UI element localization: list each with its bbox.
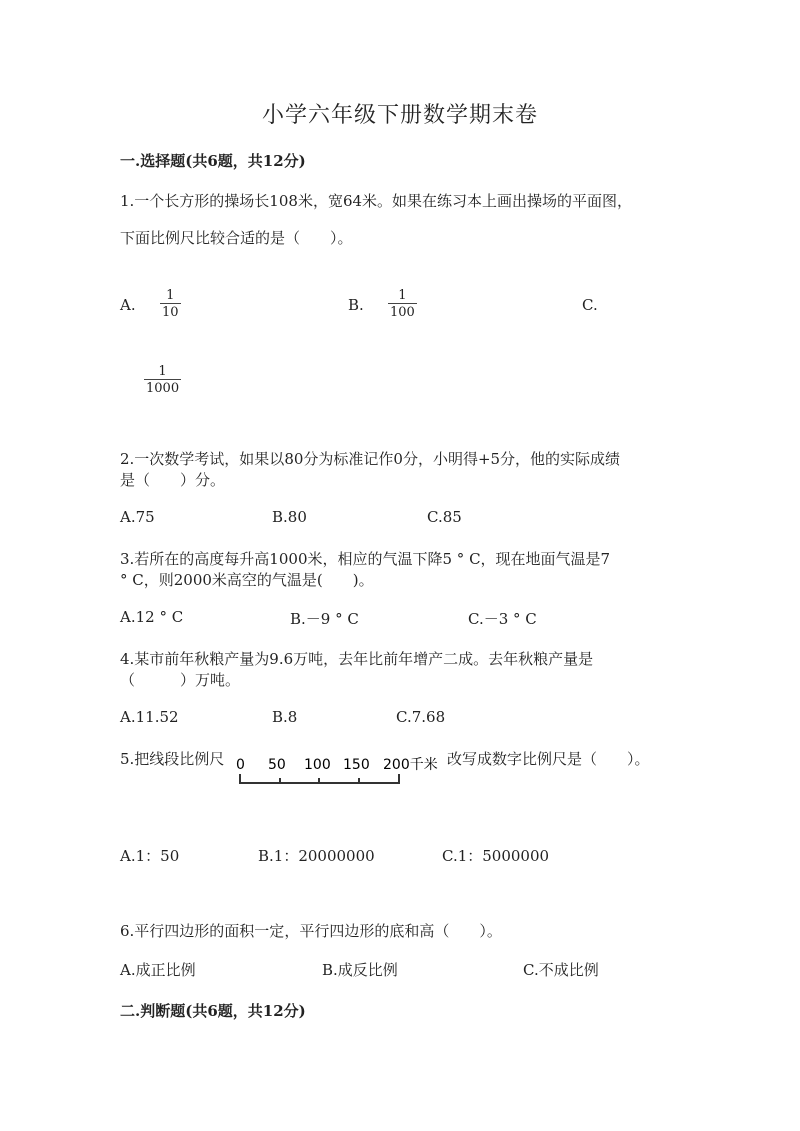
question-3-option-a: A.12 ° C	[120, 608, 184, 626]
question-3-line-1: 3.若所在的高度每升高1000米，相应的气温下降5 ° C，现在地面气温是7	[120, 550, 611, 568]
question-1-option-a-fraction	[160, 288, 181, 320]
question-2-option-a: A.75	[120, 508, 155, 526]
question-6-option-a: A.成正比例	[120, 961, 196, 979]
question-5-option-c: C.1：5000000	[442, 847, 550, 865]
section-heading-true-false: 二.判断题(共6题，共12分)	[120, 1002, 306, 1020]
question-1-line-2: 下面比例尺比较合适的是（ ）。	[120, 229, 353, 247]
question-5-option-b: B.1：20000000	[258, 847, 375, 865]
question-4-option-a: A.11.52	[120, 708, 179, 726]
scale-label-100: 100	[304, 757, 331, 773]
page-title: 小学六年级下册数学期末卷	[261, 103, 538, 128]
scale-label-0: 0	[236, 757, 245, 773]
question-2-line-1: 2.一次数学考试，如果以80分为标准记作0分，小明得+5分，他的实际成绩	[120, 450, 621, 468]
fraction-denominator: 100	[390, 305, 415, 320]
question-4-option-b: B.8	[272, 708, 298, 726]
question-6-option-c: C.不成比例	[523, 961, 599, 979]
question-5-option-a: A.1：50	[120, 847, 180, 865]
question-6-option-b: B.成反比例	[322, 961, 398, 979]
question-4-line-1: 4.某市前年秋粮产量为9.6万吨，去年比前年增产二成。去年秋粮产量是	[120, 650, 594, 668]
question-1-option-c-label: C.	[582, 296, 598, 314]
question-2-option-c: C.85	[427, 508, 462, 526]
question-5-text-before: 5.把线段比例尺	[120, 750, 225, 768]
fraction-numerator: 1	[158, 364, 167, 379]
question-3-option-b: B.－9 ° C	[290, 610, 359, 628]
question-1-line-1: 1.一个长方形的操场长108米，宽64米。如果在练习本上画出操场的平面图，	[120, 192, 633, 210]
scale-label-200-km: 200千米	[383, 757, 438, 773]
scale-label-150: 150	[343, 757, 370, 773]
section-heading-choice: 一.选择题(共6题，共12分)	[120, 152, 306, 170]
question-1-option-a-label: A.	[120, 296, 136, 314]
fraction-numerator: 1	[398, 288, 407, 303]
question-1-option-b-label: B.	[348, 296, 364, 314]
fraction-denominator: 1000	[146, 381, 180, 396]
question-2-line-2: 是（ ）分。	[120, 471, 226, 489]
question-5-text-after: 改写成数字比例尺是（ ）。	[447, 750, 650, 768]
scale-label-50: 50	[268, 757, 286, 773]
question-1-option-b-fraction	[388, 288, 417, 320]
question-4-line-2: （ ）万吨。	[120, 671, 241, 689]
question-3-option-c: C.－3 ° C	[468, 610, 537, 628]
fraction-numerator: 1	[166, 288, 175, 303]
fraction-denominator: 10	[162, 305, 179, 320]
question-2-option-b: B.80	[272, 508, 307, 526]
question-1-option-c-fraction	[144, 364, 181, 396]
question-6-line-1: 6.平行四边形的面积一定，平行四边形的底和高（ ）。	[120, 922, 502, 940]
question-4-option-c: C.7.68	[396, 708, 446, 726]
line-segment-scale-figure	[232, 752, 447, 788]
question-3-line-2: ° C，则2000米高空的气温是( )。	[120, 571, 374, 589]
